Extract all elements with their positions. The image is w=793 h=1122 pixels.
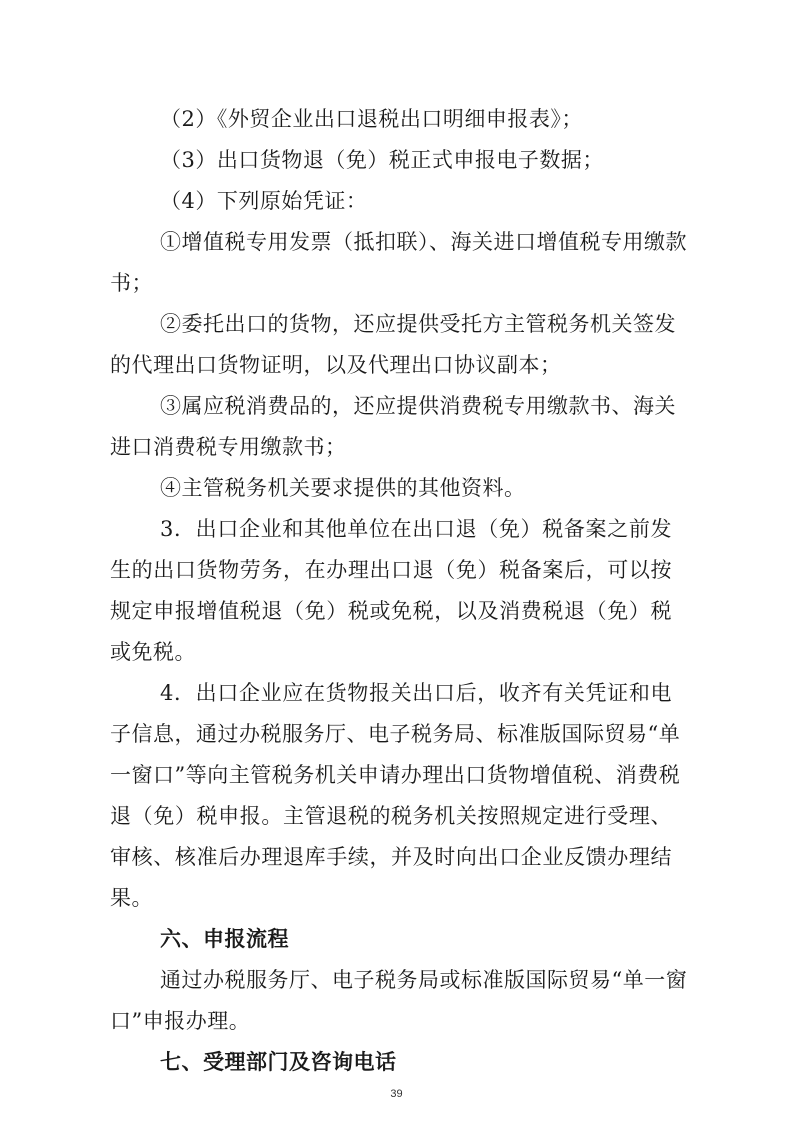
page-number: 39 <box>390 1088 403 1100</box>
paragraph-line: 一窗口”等向主管税务机关申请办理出口货物增值税、消费税 <box>110 763 681 787</box>
paragraph-line: ③属应税消费品的，还应提供消费税专用缴款书、海关 <box>160 394 676 418</box>
paragraph-line: 通过办税服务厅、电子税务局或标准版国际贸易“单一窗 <box>160 968 688 992</box>
paragraph-line: ①增值税专用发票（抵扣联）、海关进口增值税专用缴款 <box>160 230 687 254</box>
paragraph-line: 口”申报办理。 <box>110 1009 251 1033</box>
paragraph-line: 进口消费税专用缴款书； <box>110 435 347 459</box>
paragraph-line: 审核、核准后办理退库手续，并及时向出口企业反馈办理结 <box>110 845 672 869</box>
paragraph-line: 3．出口企业和其他单位在出口退（免）税备案之前发 <box>160 517 672 541</box>
paragraph-line: 书； <box>110 271 153 295</box>
paragraph-line: 生的出口货物劳务，在办理出口退（免）税备案后，可以按 <box>110 558 672 582</box>
paragraph-line: 规定申报增值税退（免）税或免税，以及消费税退（免）税 <box>110 599 672 623</box>
section-heading: 七、受理部门及咨询电话 <box>160 1050 397 1074</box>
list-item: （4）下列原始凭证： <box>160 189 368 213</box>
paragraph-line: 的代理出口货物证明，以及代理出口协议副本； <box>110 353 562 377</box>
paragraph-line: 退（免）税申报。主管退税的税务机关按照规定进行受理、 <box>110 804 672 828</box>
paragraph-line: 果。 <box>110 886 153 910</box>
paragraph-line: 子信息，通过办税服务厅、电子税务局、标准版国际贸易“单 <box>110 722 681 746</box>
list-item: （3）出口货物退（免）税正式申报电子数据； <box>160 148 604 172</box>
paragraph-line: 4．出口企业应在货物报关出口后，收齐有关凭证和电 <box>160 681 672 705</box>
paragraph-line: 或免税。 <box>110 640 196 664</box>
paragraph-line: ②委托出口的货物，还应提供受托方主管税务机关签发 <box>160 312 676 336</box>
section-heading: 六、申报流程 <box>160 927 289 951</box>
list-item: （2）《外贸企业出口退税出口明细申报表》； <box>160 107 583 131</box>
paragraph-line: ④主管税务机关要求提供的其他资料。 <box>160 476 526 500</box>
